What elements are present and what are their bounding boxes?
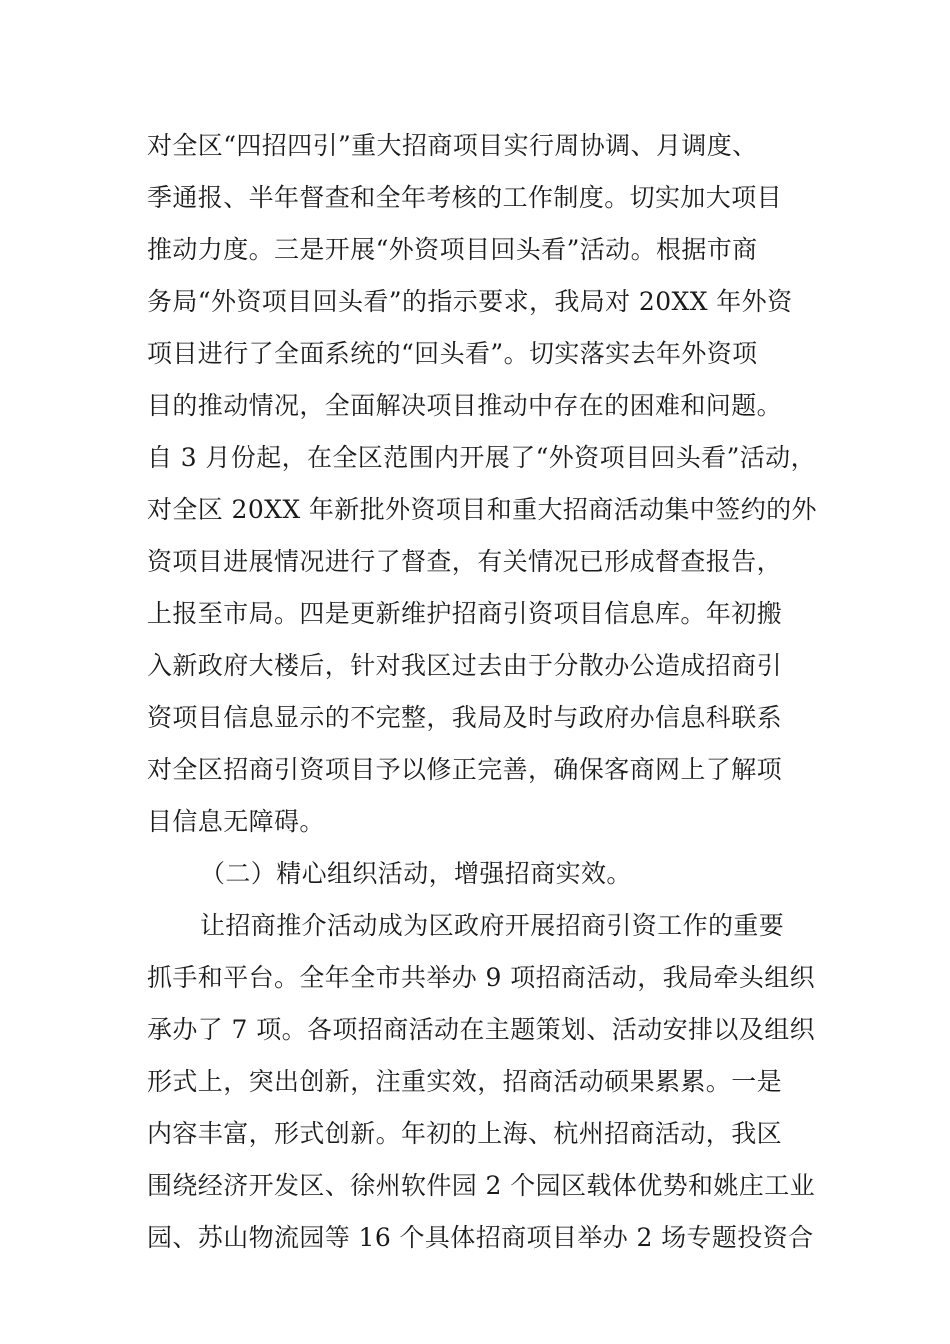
- body-text-line: 对全区“四招四引”重大招商项目实行周协调、月调度、: [147, 131, 758, 160]
- body-text-line: 园、苏山物流园等 16 个具体招商项目举办 2 场专题投资合: [147, 1223, 814, 1252]
- body-text-line: 推动力度。三是开展“外资项目回头看”活动。根据市商: [147, 235, 758, 264]
- body-text-line: 对全区招商引资项目予以修正完善，确保客商网上了解项: [147, 755, 783, 784]
- body-text-line: 资项目信息显示的不完整，我局及时与政府办信息科联系: [147, 703, 783, 732]
- body-text-line: 形式上，突出创新，注重实效，招商活动硕果累累。一是: [147, 1067, 783, 1096]
- body-text-line: 对全区 20XX 年新批外资项目和重大招商活动集中签约的外: [147, 495, 817, 524]
- body-text-line: 项目进行了全面系统的“回头看”。切实落实去年外资项: [147, 339, 758, 368]
- paragraph-first-line: 让招商推介活动成为区政府开展招商引资工作的重要: [200, 911, 785, 940]
- body-text-line: 目的推动情况，全面解决项目推动中存在的困难和问题。: [147, 391, 783, 420]
- section-heading: （二）精心组织活动，增强招商实效。: [200, 859, 632, 888]
- body-text-line: 务局“外资项目回头看”的指示要求，我局对 20XX 年外资: [147, 287, 793, 316]
- body-text-line: 内容丰富，形式创新。年初的上海、杭州招商活动，我区: [147, 1119, 783, 1148]
- body-text-line: 季通报、半年督查和全年考核的工作制度。切实加大项目: [147, 183, 783, 212]
- body-text-line: 上报至市局。四是更新维护招商引资项目信息库。年初搬: [147, 599, 783, 628]
- body-text-line: 围绕经济开发区、徐州软件园 2 个园区载体优势和姚庄工业: [147, 1171, 816, 1200]
- body-text-line: 承办了 7 项。各项招商活动在主题策划、活动安排以及组织: [147, 1015, 816, 1044]
- body-text-line: 资项目进展情况进行了督查，有关情况已形成督查报告，: [147, 547, 783, 576]
- body-text-line: 目信息无障碍。: [147, 807, 325, 836]
- body-text-line: 入新政府大楼后，针对我区过去由于分散办公造成招商引: [147, 651, 783, 680]
- body-text-line: 抓手和平台。全年全市共举办 9 项招商活动，我局牵头组织: [147, 963, 816, 992]
- body-text-line: 自 3 月份起，在全区范围内开展了“外资项目回头看”活动，: [147, 443, 816, 472]
